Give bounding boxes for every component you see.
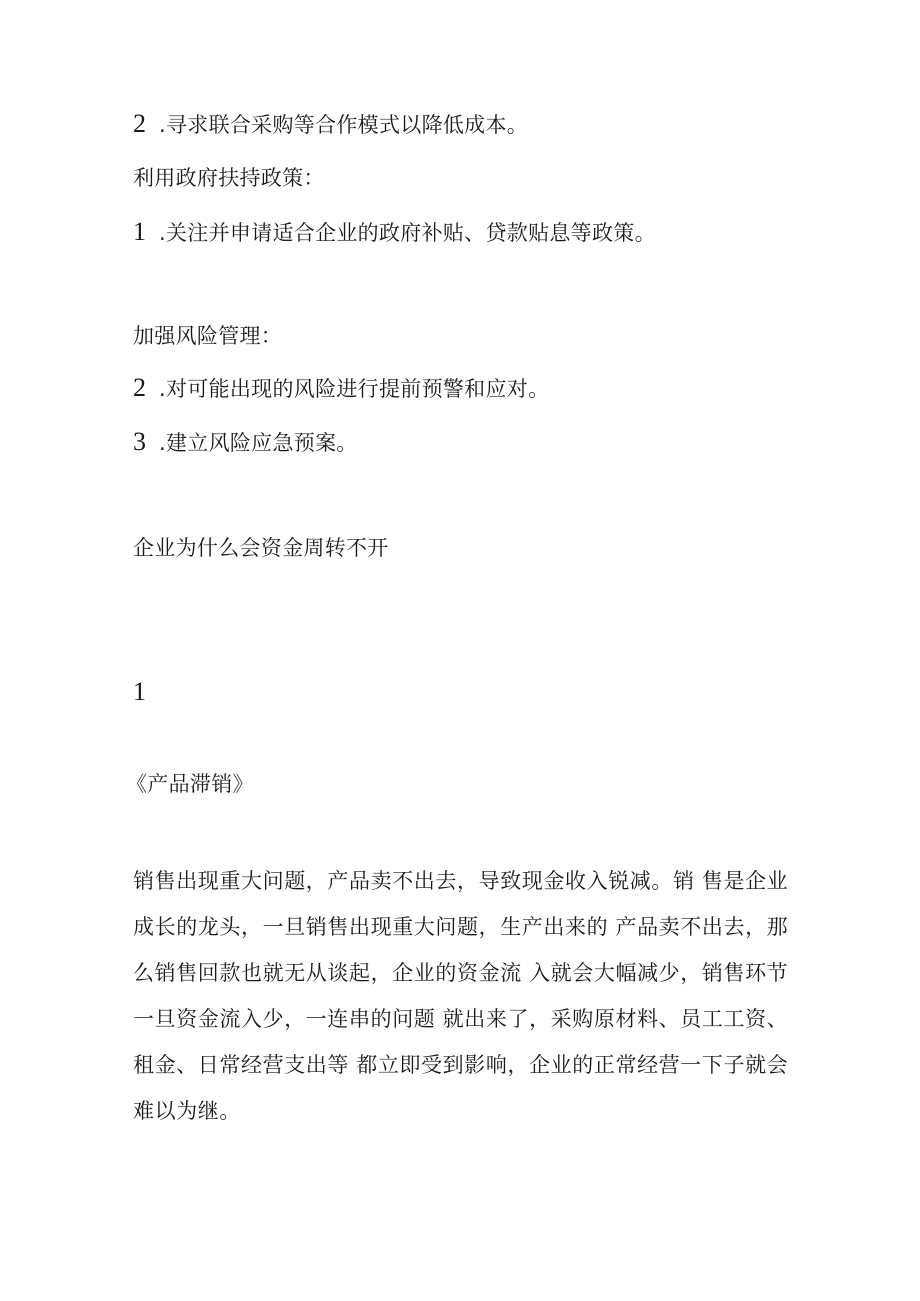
list-number: 2 xyxy=(133,373,147,402)
list-text: .关注并申请适合企业的政府补贴、贷款贴息等政策。 xyxy=(159,221,656,245)
list-text: .对可能出现的风险进行提前预警和应对。 xyxy=(159,377,550,401)
list-text: .寻求联合采购等合作模式以降低成本。 xyxy=(159,113,529,137)
paragraph-line: 成长的龙头，一旦销售出现重大问题，生产出来的 产品卖不出去，那 xyxy=(133,915,789,939)
paragraph-line: 租金、日常经营支出等 都立即受到影响，企业的正常经营一下子就会 xyxy=(133,1053,789,1077)
list-text: .建立风险应急预案。 xyxy=(159,431,358,455)
list-number: 1 xyxy=(133,217,147,246)
section-number: 1 xyxy=(133,677,147,706)
section-title: 企业为什么会资金周转不开 xyxy=(133,536,389,560)
list-number: 2 xyxy=(133,109,147,138)
list-item xyxy=(133,110,528,139)
section-heading: 加强风险管理： xyxy=(133,324,283,348)
paragraph-line: 么销售回款也就无从谈起，企业的资金流 入就会大幅减少，销售环节 xyxy=(133,961,789,985)
list-item xyxy=(133,428,358,457)
paragraph-line: 难以为继。 xyxy=(133,1099,241,1123)
body-paragraph xyxy=(133,858,798,1134)
subtitle: 《产品滞销》 xyxy=(126,772,254,796)
list-number: 3 xyxy=(133,427,147,456)
list-item xyxy=(133,218,656,247)
section-heading: 利用政府扶持政策： xyxy=(133,166,325,190)
paragraph-line: 一旦资金流入少，一连串的问题 就出来了，采购原材料、员工工资、 xyxy=(133,1007,789,1031)
paragraph-line: 销售出现重大问题，产品卖不出去，导致现金收入锐减。销 售是企业 xyxy=(133,869,789,893)
list-item xyxy=(133,374,549,403)
